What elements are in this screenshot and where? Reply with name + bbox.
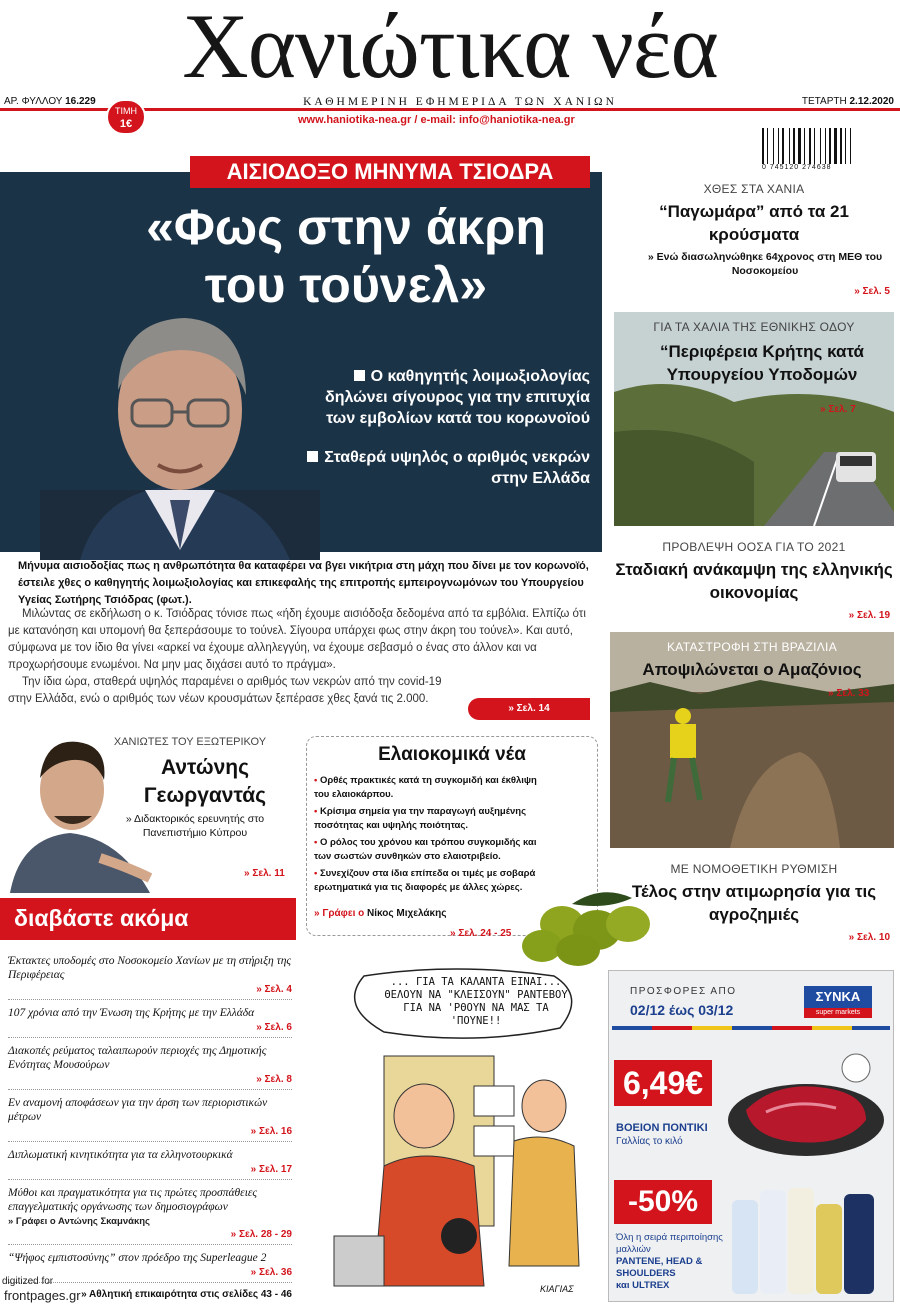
olive-news-item: [314, 805, 546, 833]
read-more-item-text: Διακοπές ρεύματος ταλαιπωρούν περιοχές της Δημοτικής Ενότητας Μουσούρων: [8, 1045, 267, 1071]
barcode-bar: [789, 128, 790, 164]
olives-icon: [512, 884, 660, 966]
price-badge: ΤΙΜΗ 1€: [106, 99, 146, 135]
story-kicker: ΚΑΤΑΣΤΡΟΦΗ ΣΤΗ ΒΡΑΖΙΛΙΑ: [666, 640, 837, 654]
lead-bullet: Ο καθηγητής λοιμωξιολογίας δηλώνει σίγουρος για την επιτυχία των εμβολίων κατά του κορωνοϊού: [324, 368, 590, 427]
abroad-kicker: ΧΑΝΙΩΤΕΣ ΤΟΥ ΕΞΩΤΕΡΙΚΟΥ: [113, 736, 267, 748]
bullet-dot-icon: •: [314, 806, 320, 817]
frontpages-credit[interactable]: frontpages.gr: [4, 1288, 81, 1303]
bullet-dot-icon: •: [314, 775, 320, 786]
story-kicker: ΜΕ ΝΟΜΟΘΕΤΙΚΗ ΡΥΘΜΙΣΗ: [670, 862, 838, 876]
barcode-bar: [850, 128, 851, 164]
read-more-item[interactable]: [8, 1006, 292, 1038]
barcode-bar: [782, 128, 784, 164]
barcode-bar: [798, 128, 801, 164]
read-more-page-ref[interactable]: » Σελ. 28 - 29: [230, 1229, 292, 1240]
barcode-bar: [773, 128, 774, 164]
cartoon-signature: ΚΙΑΓΙΑΣ: [540, 1284, 574, 1294]
barcode-bar: [814, 128, 815, 164]
bullet-dot-icon: •: [314, 837, 320, 848]
ad-product-2: Όλη η σειρά περιποίησης μαλλιών PANTENE, HEAD & SHOULDERS και ULTREX: [616, 1232, 723, 1291]
ad-offers-label: ΠΡΟΣΦΟΡΕΣ ΑΠΟ: [630, 986, 737, 997]
lead-body: Μιλώντας σε εκδήλωση ο κ. Τσιόδρας τόνισε πως «ήδη έχουμε αισιόδοξα δεδομένα από τα εμβόλια. Ελπίζω ότι με κατανόηση και υπομονή θα ξεπεράσουμε το τούνελ. Σίγουρα υπάρχει φως στην άκρη του τούνελ». Και αυτό, σύμφωνα με τον ίδιο θα γίνει «αρκεί να έχουμε αλληλεγγύη, να έχουμε σεβασμό ο ένας στο άλλον και να προχωρήσουμε ενωμένοι. Να μην μας διχάσει αυτό το πράγμα». Την ίδια ώρα, σταθερά υψηλός παραμένει ο αριθμός των νεκρών από την covid-19 στην Ελλάδα, ενώ ο αριθμός των νέων κρουσμάτων ξεπέρασε χθες ξανά τις 2.000.: [8, 608, 586, 705]
sports-page-ref[interactable]: » Αθλητική επικαιρότητα στις σελίδες 43 - 46: [81, 1289, 292, 1300]
olive-news-item-text: Συνεχίζουν στα ίδια επίπεδα οι τιμές με σοβαρά ερωτηματικά για τις διαφορές με άλλες χώρες.: [314, 868, 536, 893]
barcode-bar: [845, 128, 846, 164]
olive-news-item-text: Ορθές πρακτικές κατά τη συγκομιδή και έκθλιψη του ελαιοκάρπου.: [314, 775, 537, 800]
read-more-page-ref[interactable]: » Σελ. 17: [250, 1164, 292, 1175]
divider: [8, 1037, 292, 1038]
issue-date: ΤΕΤΑΡΤΗ 2.12.2020: [801, 96, 894, 107]
website-link[interactable]: www.haniotika-nea.gr / e-mail: info@haniotika-nea.gr: [298, 114, 575, 126]
ad-brand-sub: super markets: [804, 1008, 872, 1018]
barcode-bar: [829, 128, 831, 164]
bullet-square-icon: [307, 451, 318, 462]
shampoo-bottles-icon: [726, 1180, 886, 1298]
read-more-item-text: Διπλωματική κινητικότητα για τα ελληνοτουρκικά: [8, 1149, 233, 1161]
read-more-item-text: 107 χρόνια από την Ένωση της Κρήτης με την Ελλάδα: [8, 1007, 255, 1019]
read-more-list: [8, 954, 292, 1300]
barcode-bar: [840, 128, 842, 164]
ad-stripe: [612, 1026, 890, 1030]
read-more-page-ref[interactable]: » Σελ. 16: [250, 1126, 292, 1137]
lead-page-ref[interactable]: » Σελ. 14: [468, 698, 590, 720]
ad-price-tag: 6,49€: [614, 1060, 712, 1106]
story-kicker: ΠΡΟΒΛΕΨΗ ΟΟΣΑ ΓΙΑ ΤΟ 2021: [662, 540, 846, 554]
olive-news-list: [314, 774, 546, 898]
olive-news-item: [314, 774, 546, 802]
read-more-item-text: Μύθοι και πραγματικότητα για τις πρώτες προσπάθειες επαγγελματικής οργάνωσης των δημοσιογράφων: [8, 1187, 258, 1213]
barcode-bar: [809, 128, 811, 164]
olive-writer: » Γράφει ο Νίκος Μιχελάκης: [314, 908, 447, 919]
lead-bullets: [300, 366, 590, 507]
barcode-bar: [825, 128, 826, 164]
barcode-bar: [820, 128, 821, 164]
abroad-page-ref[interactable]: » Σελ. 11: [244, 868, 285, 879]
story-kicker: ΧΘΕΣ ΣΤΑ ΧΑΝΙΑ: [703, 182, 805, 196]
barcode: 0 745120 274638: [762, 128, 882, 172]
story-page-ref[interactable]: » Σελ. 7: [820, 404, 856, 415]
tsiodras-photo: [40, 300, 320, 560]
story-kicker: ΓΙΑ ΤΑ ΧΑΛΙΑ ΤΗΣ ΕΘΝΙΚΗΣ ΟΔΟΥ: [653, 320, 855, 334]
story-headline[interactable]: Αποψιλώνεται ο Αμαζόνιος: [642, 660, 862, 679]
olive-news-item-text: Ο ρόλος του χρόνου και τρόπου συγκομιδής και των σωστών συνθηκών στο ελαιοτριβείο.: [314, 837, 537, 862]
read-more-page-ref[interactable]: » Σελ. 8: [256, 1074, 292, 1085]
read-more-page-ref[interactable]: » Σελ. 36: [250, 1267, 292, 1278]
abroad-name[interactable]: Αντώνης Γεωργαντάς: [143, 756, 267, 807]
lead-summary: Μήνυμα αισιοδοξίας πως η ανθρωπότητα θα καταφέρει να βγει νικήτρια στη μάχη που δίνει με τον κορωνοϊό, έστειλε χθες ο καθηγητής λοιμωξιολογίας και επικεφαλής της επιτροπής εμπειρογνωμόνων του Υπουργείου Υγείας Σωτήρης Τσιόδρας (φωτ.).: [18, 560, 589, 606]
read-more-item[interactable]: [8, 1096, 292, 1142]
divider: [8, 1141, 292, 1142]
olive-news-title: Ελαιοκομικά νέα: [378, 744, 526, 765]
story-page-ref[interactable]: » Σελ. 5: [854, 286, 890, 297]
story-headline[interactable]: Τέλος στην ατιμωρησία για τις αγροζημιές: [631, 882, 877, 924]
cartoon-bubble: ... ΓΙΑ ΤΑ ΚΑΛΑΝΤΑ ΕΙΝΑΙ... ΘΕΛΟΥΝ ΝΑ "ΚΛΕΙΣΟΥΝ" ΡΑΝΤΕΒΟΥ ΓΙΑ ΝΑ 'ΡΘΟΥΝ ΝΑ ΜΑΣ ΤΑ 'ΠΟΥΝΕ!!: [384, 976, 568, 1027]
story-headline[interactable]: “Περιφέρεια Κρήτης κατά Υπουργείου Υποδομών: [659, 342, 865, 384]
barcode-bars: [762, 128, 882, 164]
olive-news-item: [314, 836, 546, 864]
barcode-bar: [767, 128, 768, 164]
ad-product-name: ΒΟΕΙΟΝ ΠΟΝΤΙΚΙ: [616, 1122, 708, 1134]
story-page-ref[interactable]: » Σελ. 19: [848, 610, 890, 621]
barcode-bar: [762, 128, 764, 164]
read-more-item[interactable]: [8, 954, 292, 1000]
read-more-item-text: Εν αναμονή αποφάσεων για την άρση των περιοριστικών μέτρων: [8, 1097, 268, 1123]
barcode-bar: [834, 128, 837, 164]
read-more-item-text: Έκτακτες υποδομές στο Νοσοκομείο Χανίων με τη στήριξη της Περιφέρειας: [8, 955, 292, 981]
read-more-item[interactable]: [8, 1148, 292, 1180]
divider: [8, 1089, 292, 1090]
ad-dates: 02/12 έως 03/12: [630, 1002, 734, 1018]
read-more-item-text: “Ψήφος εμπιστοσύνης” στον πρόεδρο της Superleague 2: [8, 1252, 267, 1264]
newspaper-title: Χανιώτικα νέα: [182, 0, 718, 97]
read-more-item[interactable]: [8, 1044, 292, 1090]
bullet-square-icon: [354, 370, 365, 381]
story-headline[interactable]: “Παγωμάρα” από τα 21 κρούσματα: [659, 202, 849, 244]
read-more-page-ref[interactable]: » Σελ. 4: [256, 984, 292, 995]
olive-page-ref[interactable]: » Σελ. 24 - 25: [450, 928, 512, 939]
lead-bullet: Σταθερά υψηλός ο αριθμός νεκρών στην Ελλάδα: [300, 447, 590, 489]
read-more-page-ref[interactable]: » Σελ. 6: [256, 1022, 292, 1033]
divider: [8, 1244, 292, 1245]
tagline: ΚΑΘΗΜΕΡΙΝΗ ΕΦΗΜΕΡΙΔΑ ΤΩΝ ΧΑΝΙΩΝ: [303, 96, 617, 108]
read-more-header: διαβάστε ακόμα: [0, 898, 296, 940]
bullet-dot-icon: •: [314, 868, 320, 879]
barcode-bar: [778, 128, 779, 164]
ad-brand-logo: ΣΥΝΚΑ: [804, 986, 872, 1008]
divider: [8, 999, 292, 1000]
ad-discount-tag: -50%: [614, 1180, 712, 1224]
lead-headline[interactable]: «Φως στην άκρη του τούνελ»: [146, 199, 546, 313]
masthead: [0, 0, 900, 95]
story-page-ref[interactable]: » Σελ. 10: [848, 932, 890, 943]
georgantas-photo: [0, 728, 160, 893]
digitized-credit: digitized for: [2, 1276, 54, 1287]
barcode-bar: [793, 128, 795, 164]
story-headline[interactable]: Σταδιακή ανάκαμψη της ελληνικής οικονομίας: [615, 560, 893, 602]
story-page-ref[interactable]: » Σελ. 33: [828, 688, 870, 699]
issue-number: ΑΡ. ΦΥΛΛΟΥ 16.229: [4, 96, 96, 107]
story-subhead: » Ενώ διασωληνώθηκε 64χρονος στη ΜΕΘ του Νοσοκομείου: [647, 251, 883, 277]
read-more-writer: » Γράφει ο Αντώνης Σκαμνάκης: [8, 1216, 150, 1227]
abroad-description: » Διδακτορικός ερευνητής στο Πανεπιστήμιο Κύπρου: [125, 813, 265, 839]
ad-product-sub: Γαλλίας το κιλό: [616, 1136, 683, 1147]
olive-news-item-text: Κρίσιμα σημεία για την παραγωγή αυξημένης ποσότητας και υψηλής ποιότητας.: [314, 806, 527, 831]
lead-kicker: ΑΙΣΙΟΔΟΞΟ ΜΗΝΥΜΑ ΤΣΙΟΔΡΑ: [190, 156, 590, 188]
barcode-bar: [804, 128, 805, 164]
divider: [8, 1179, 292, 1180]
read-more-item[interactable]: [8, 1186, 292, 1245]
beef-icon: [716, 1050, 886, 1160]
